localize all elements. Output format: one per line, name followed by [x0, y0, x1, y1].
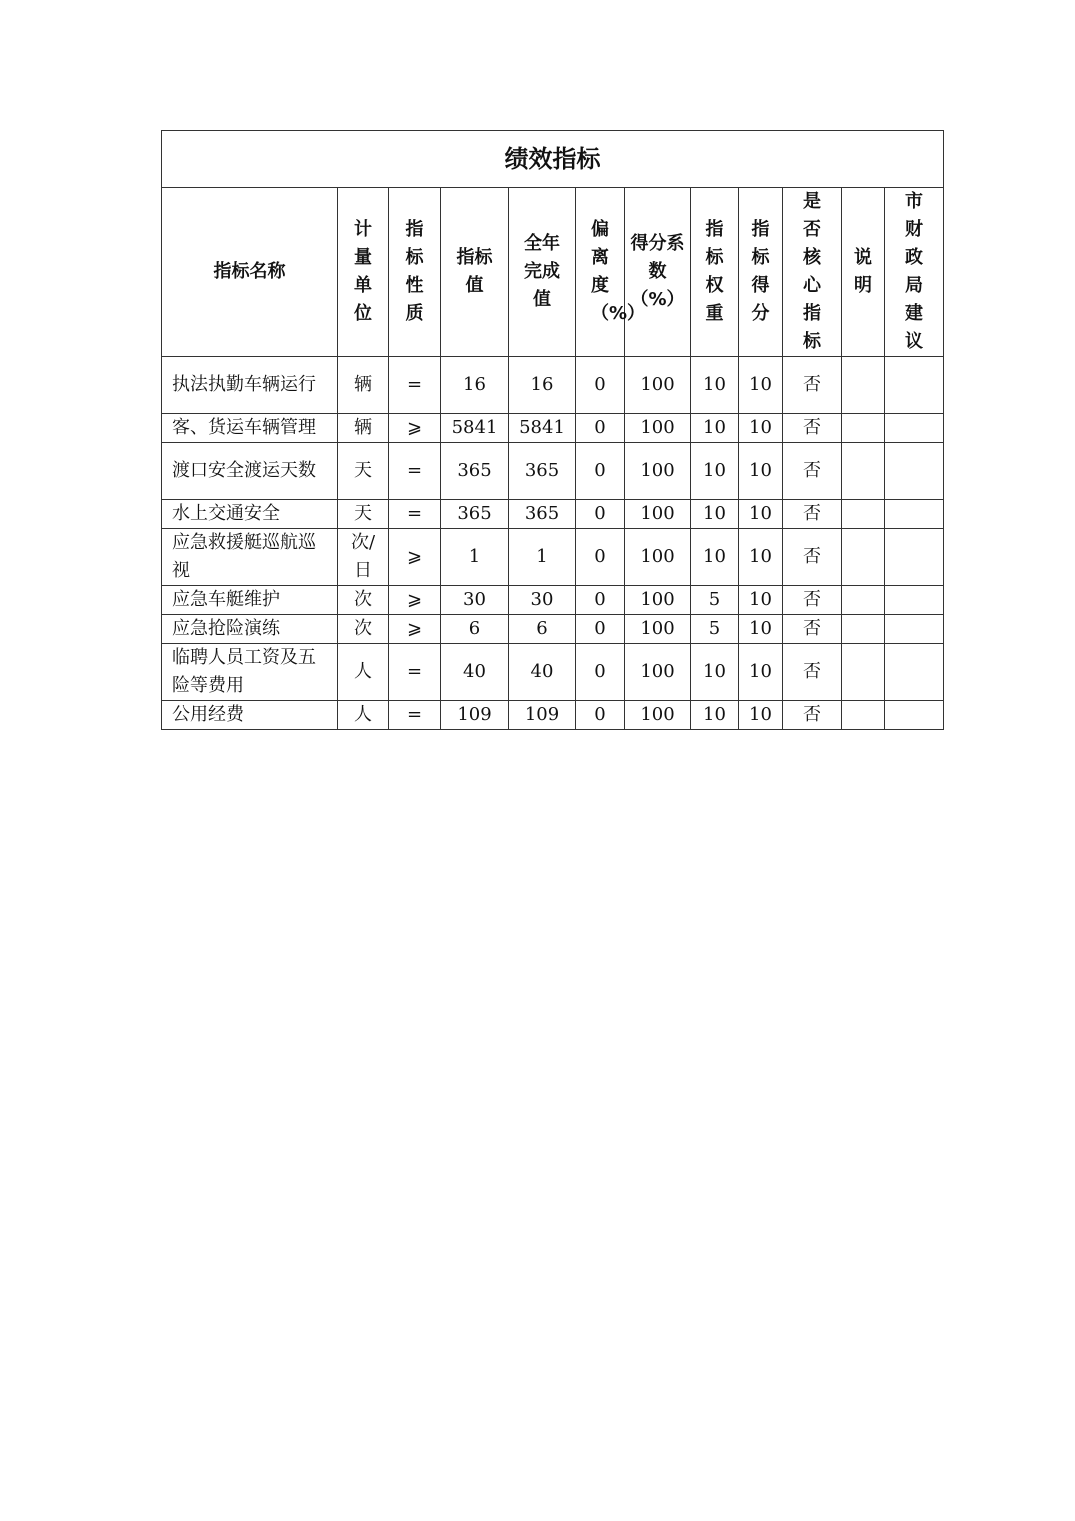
cell-core: 否	[783, 644, 842, 701]
cell-target: 6	[441, 615, 509, 644]
cell-unit: 天	[338, 443, 389, 500]
cell-actual: 6	[509, 615, 576, 644]
cell-core: 否	[783, 615, 842, 644]
cell-actual: 5841	[509, 414, 576, 443]
cell-unit: 人	[338, 701, 389, 730]
cell-score: 10	[739, 701, 783, 730]
cell-name: 临聘人员工资及五险等费用	[162, 644, 338, 701]
cell-name: 执法执勤车辆运行	[162, 357, 338, 414]
cell-coefficient: 100	[625, 615, 691, 644]
cell-name: 水上交通安全	[162, 500, 338, 529]
table-row	[162, 586, 944, 615]
cell-suggestion	[885, 586, 944, 615]
table-title: 绩效指标	[162, 131, 944, 188]
table-row	[162, 414, 944, 443]
cell-weight: 10	[691, 443, 739, 500]
cell-suggestion	[885, 414, 944, 443]
cell-suggestion	[885, 357, 944, 414]
cell-nature: =	[389, 644, 441, 701]
cell-score: 10	[739, 414, 783, 443]
cell-suggestion	[885, 529, 944, 586]
table-row	[162, 644, 944, 701]
cell-score: 10	[739, 443, 783, 500]
cell-unit: 次	[338, 586, 389, 615]
cell-suggestion	[885, 500, 944, 529]
cell-note	[842, 414, 885, 443]
cell-deviation: 0	[576, 357, 625, 414]
cell-suggestion	[885, 644, 944, 701]
cell-deviation: 0	[576, 701, 625, 730]
header-core: 是否核心指标	[783, 188, 842, 357]
cell-weight: 10	[691, 500, 739, 529]
cell-suggestion	[885, 701, 944, 730]
table-row	[162, 529, 944, 586]
cell-nature: =	[389, 500, 441, 529]
cell-note	[842, 615, 885, 644]
cell-target: 40	[441, 644, 509, 701]
cell-core: 否	[783, 701, 842, 730]
header-coefficient: 得分系数（%）	[625, 188, 691, 357]
cell-suggestion	[885, 615, 944, 644]
cell-actual: 1	[509, 529, 576, 586]
table-row	[162, 443, 944, 500]
cell-weight: 10	[691, 357, 739, 414]
cell-deviation: 0	[576, 414, 625, 443]
cell-coefficient: 100	[625, 644, 691, 701]
cell-score: 10	[739, 500, 783, 529]
cell-core: 否	[783, 500, 842, 529]
cell-name: 应急抢险演练	[162, 615, 338, 644]
cell-actual: 109	[509, 701, 576, 730]
cell-unit: 次	[338, 615, 389, 644]
header-deviation: 偏离度（%）	[576, 188, 625, 357]
cell-nature: =	[389, 357, 441, 414]
cell-weight: 10	[691, 529, 739, 586]
cell-actual: 30	[509, 586, 576, 615]
cell-unit: 人	[338, 644, 389, 701]
cell-unit: 辆	[338, 414, 389, 443]
cell-coefficient: 100	[625, 701, 691, 730]
cell-note	[842, 500, 885, 529]
cell-score: 10	[739, 615, 783, 644]
cell-target: 109	[441, 701, 509, 730]
cell-name: 应急车艇维护	[162, 586, 338, 615]
cell-deviation: 0	[576, 644, 625, 701]
cell-score: 10	[739, 644, 783, 701]
cell-weight: 10	[691, 644, 739, 701]
cell-coefficient: 100	[625, 443, 691, 500]
cell-name: 客、货运车辆管理	[162, 414, 338, 443]
cell-target: 1	[441, 529, 509, 586]
cell-note	[842, 586, 885, 615]
cell-name: 应急救援艇巡航巡视	[162, 529, 338, 586]
cell-deviation: 0	[576, 443, 625, 500]
header-note: 说明	[842, 188, 885, 357]
cell-coefficient: 100	[625, 500, 691, 529]
cell-nature: ⩾	[389, 615, 441, 644]
cell-target: 365	[441, 443, 509, 500]
cell-score: 10	[739, 586, 783, 615]
cell-actual: 365	[509, 500, 576, 529]
cell-nature: =	[389, 443, 441, 500]
cell-deviation: 0	[576, 615, 625, 644]
cell-core: 否	[783, 414, 842, 443]
header-actual: 全年完成值	[509, 188, 576, 357]
cell-core: 否	[783, 529, 842, 586]
header-score: 指标得分	[739, 188, 783, 357]
cell-core: 否	[783, 357, 842, 414]
header-target: 指标值	[441, 188, 509, 357]
cell-score: 10	[739, 357, 783, 414]
cell-core: 否	[783, 443, 842, 500]
cell-target: 365	[441, 500, 509, 529]
cell-coefficient: 100	[625, 357, 691, 414]
cell-coefficient: 100	[625, 529, 691, 586]
table-row	[162, 357, 944, 414]
cell-deviation: 0	[576, 586, 625, 615]
table-row	[162, 500, 944, 529]
cell-note	[842, 701, 885, 730]
cell-unit: 辆	[338, 357, 389, 414]
cell-name: 公用经费	[162, 701, 338, 730]
header-row	[162, 188, 944, 357]
cell-actual: 365	[509, 443, 576, 500]
cell-unit: 次/日	[338, 529, 389, 586]
cell-note	[842, 644, 885, 701]
cell-deviation: 0	[576, 500, 625, 529]
cell-note	[842, 357, 885, 414]
cell-coefficient: 100	[625, 586, 691, 615]
cell-unit: 天	[338, 500, 389, 529]
header-name: 指标名称	[162, 188, 338, 357]
cell-score: 10	[739, 529, 783, 586]
cell-weight: 5	[691, 586, 739, 615]
cell-nature: ⩾	[389, 414, 441, 443]
cell-core: 否	[783, 586, 842, 615]
cell-weight: 10	[691, 414, 739, 443]
performance-indicators-table	[161, 130, 944, 730]
header-suggestion: 市财政局建议	[885, 188, 944, 357]
cell-note	[842, 443, 885, 500]
cell-suggestion	[885, 443, 944, 500]
cell-name: 渡口安全渡运天数	[162, 443, 338, 500]
cell-deviation: 0	[576, 529, 625, 586]
header-unit: 计量单位	[338, 188, 389, 357]
cell-target: 5841	[441, 414, 509, 443]
cell-nature: ⩾	[389, 586, 441, 615]
cell-note	[842, 529, 885, 586]
cell-coefficient: 100	[625, 414, 691, 443]
header-nature: 指标性质	[389, 188, 441, 357]
cell-nature: ⩾	[389, 529, 441, 586]
header-weight: 指标权重	[691, 188, 739, 357]
cell-weight: 5	[691, 615, 739, 644]
table-row	[162, 615, 944, 644]
cell-target: 16	[441, 357, 509, 414]
cell-actual: 40	[509, 644, 576, 701]
cell-weight: 10	[691, 701, 739, 730]
cell-actual: 16	[509, 357, 576, 414]
table-row	[162, 701, 944, 730]
cell-target: 30	[441, 586, 509, 615]
cell-nature: =	[389, 701, 441, 730]
